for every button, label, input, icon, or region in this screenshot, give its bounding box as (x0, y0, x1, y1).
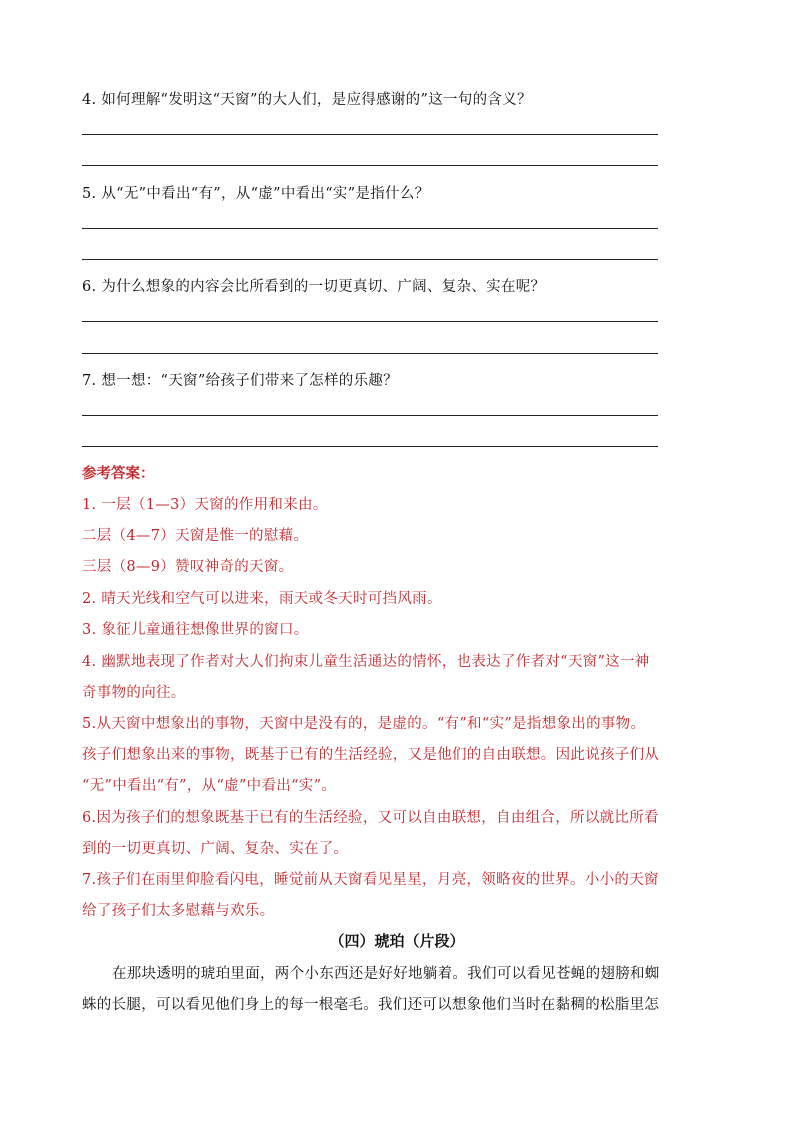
answer-line-text: 二层（4—7）天窗是惟一的慰藉。 (82, 528, 309, 544)
answer-line[interactable] (82, 259, 658, 260)
answer-line-text: 1. 一层（1—3）天窗的作用和来由。 (82, 497, 328, 513)
answer-line[interactable] (82, 321, 658, 322)
answer-line-text: 到的一切更真切、广阔、复杂、实在了。 (82, 841, 349, 857)
section-title: （四）琥珀（片段） (329, 932, 465, 950)
answer-line-text: 5.从天窗中想象出的事物，天窗中是没有的，是虚的。“有”和“实”是指想象出的事物。 (82, 716, 646, 732)
answers-title: 参考答案： (82, 465, 155, 482)
answer-line-text: 4. 幽默地表现了作者对大人们拘束儿童生活通达的情怀，也表达了作者对“天窗”这一神 (82, 654, 650, 670)
question-5: 5. 从“无”中看出“有”，从“虚”中看出“实”是指什么？ (82, 186, 430, 202)
question-7: 7. 想一想：“天窗”给孩子们带来了怎样的乐趣？ (82, 373, 398, 389)
answer-line-text: 三层（8—9）赞叹神奇的天窗。 (82, 559, 294, 575)
paragraph-line: 蛛的长腿，可以看见他们身上的每一根毫毛。我们还可以想象他们当时在黏稠的松脂里怎 (82, 997, 660, 1013)
answer-line-text: 6.因为孩子们的想象既基于已有的生活经验，又可以自由联想，自由组合，所以就比所看 (82, 810, 659, 826)
answer-line[interactable] (82, 415, 658, 416)
answer-line-text: 奇事物的向往。 (82, 685, 186, 701)
answer-line[interactable] (82, 353, 658, 354)
answer-line[interactable] (82, 228, 658, 229)
answer-line[interactable] (82, 165, 658, 166)
answer-line-text: 孩子们想象出来的事物，既基于已有的生活经验，又是他们的自由联想。因此说孩子们从 (82, 747, 660, 763)
answer-line[interactable] (82, 446, 658, 447)
answer-line-text: 给了孩子们太多慰藉与欢乐。 (82, 903, 275, 919)
answer-line-text: 7.孩子们在雨里仰脸看闪电，睡觉前从天窗看见星星，月亮，领略夜的世界。小小的天窗 (82, 872, 659, 888)
answer-line-text: 2. 晴天光线和空气可以进来，雨天或冬天时可挡风雨。 (82, 591, 442, 607)
question-4: 4. 如何理解“发明这“天窗”的大人们，是应得感谢的”这一句的含义？ (82, 92, 532, 108)
question-6: 6. 为什么想象的内容会比所看到的一切更真切、广阔、复杂、实在呢？ (82, 279, 546, 295)
answer-line-text: “无”中看出“有”，从“虚”中看出“实”。 (82, 778, 337, 794)
answer-line-text: 3. 象征儿童通往想像世界的窗口。 (82, 622, 309, 638)
answer-line[interactable] (82, 134, 658, 135)
paragraph-line: 在那块透明的琥珀里面，两个小东西还是好好地躺着。我们可以看见苍蝇的翅膀和蜘 (112, 966, 660, 982)
